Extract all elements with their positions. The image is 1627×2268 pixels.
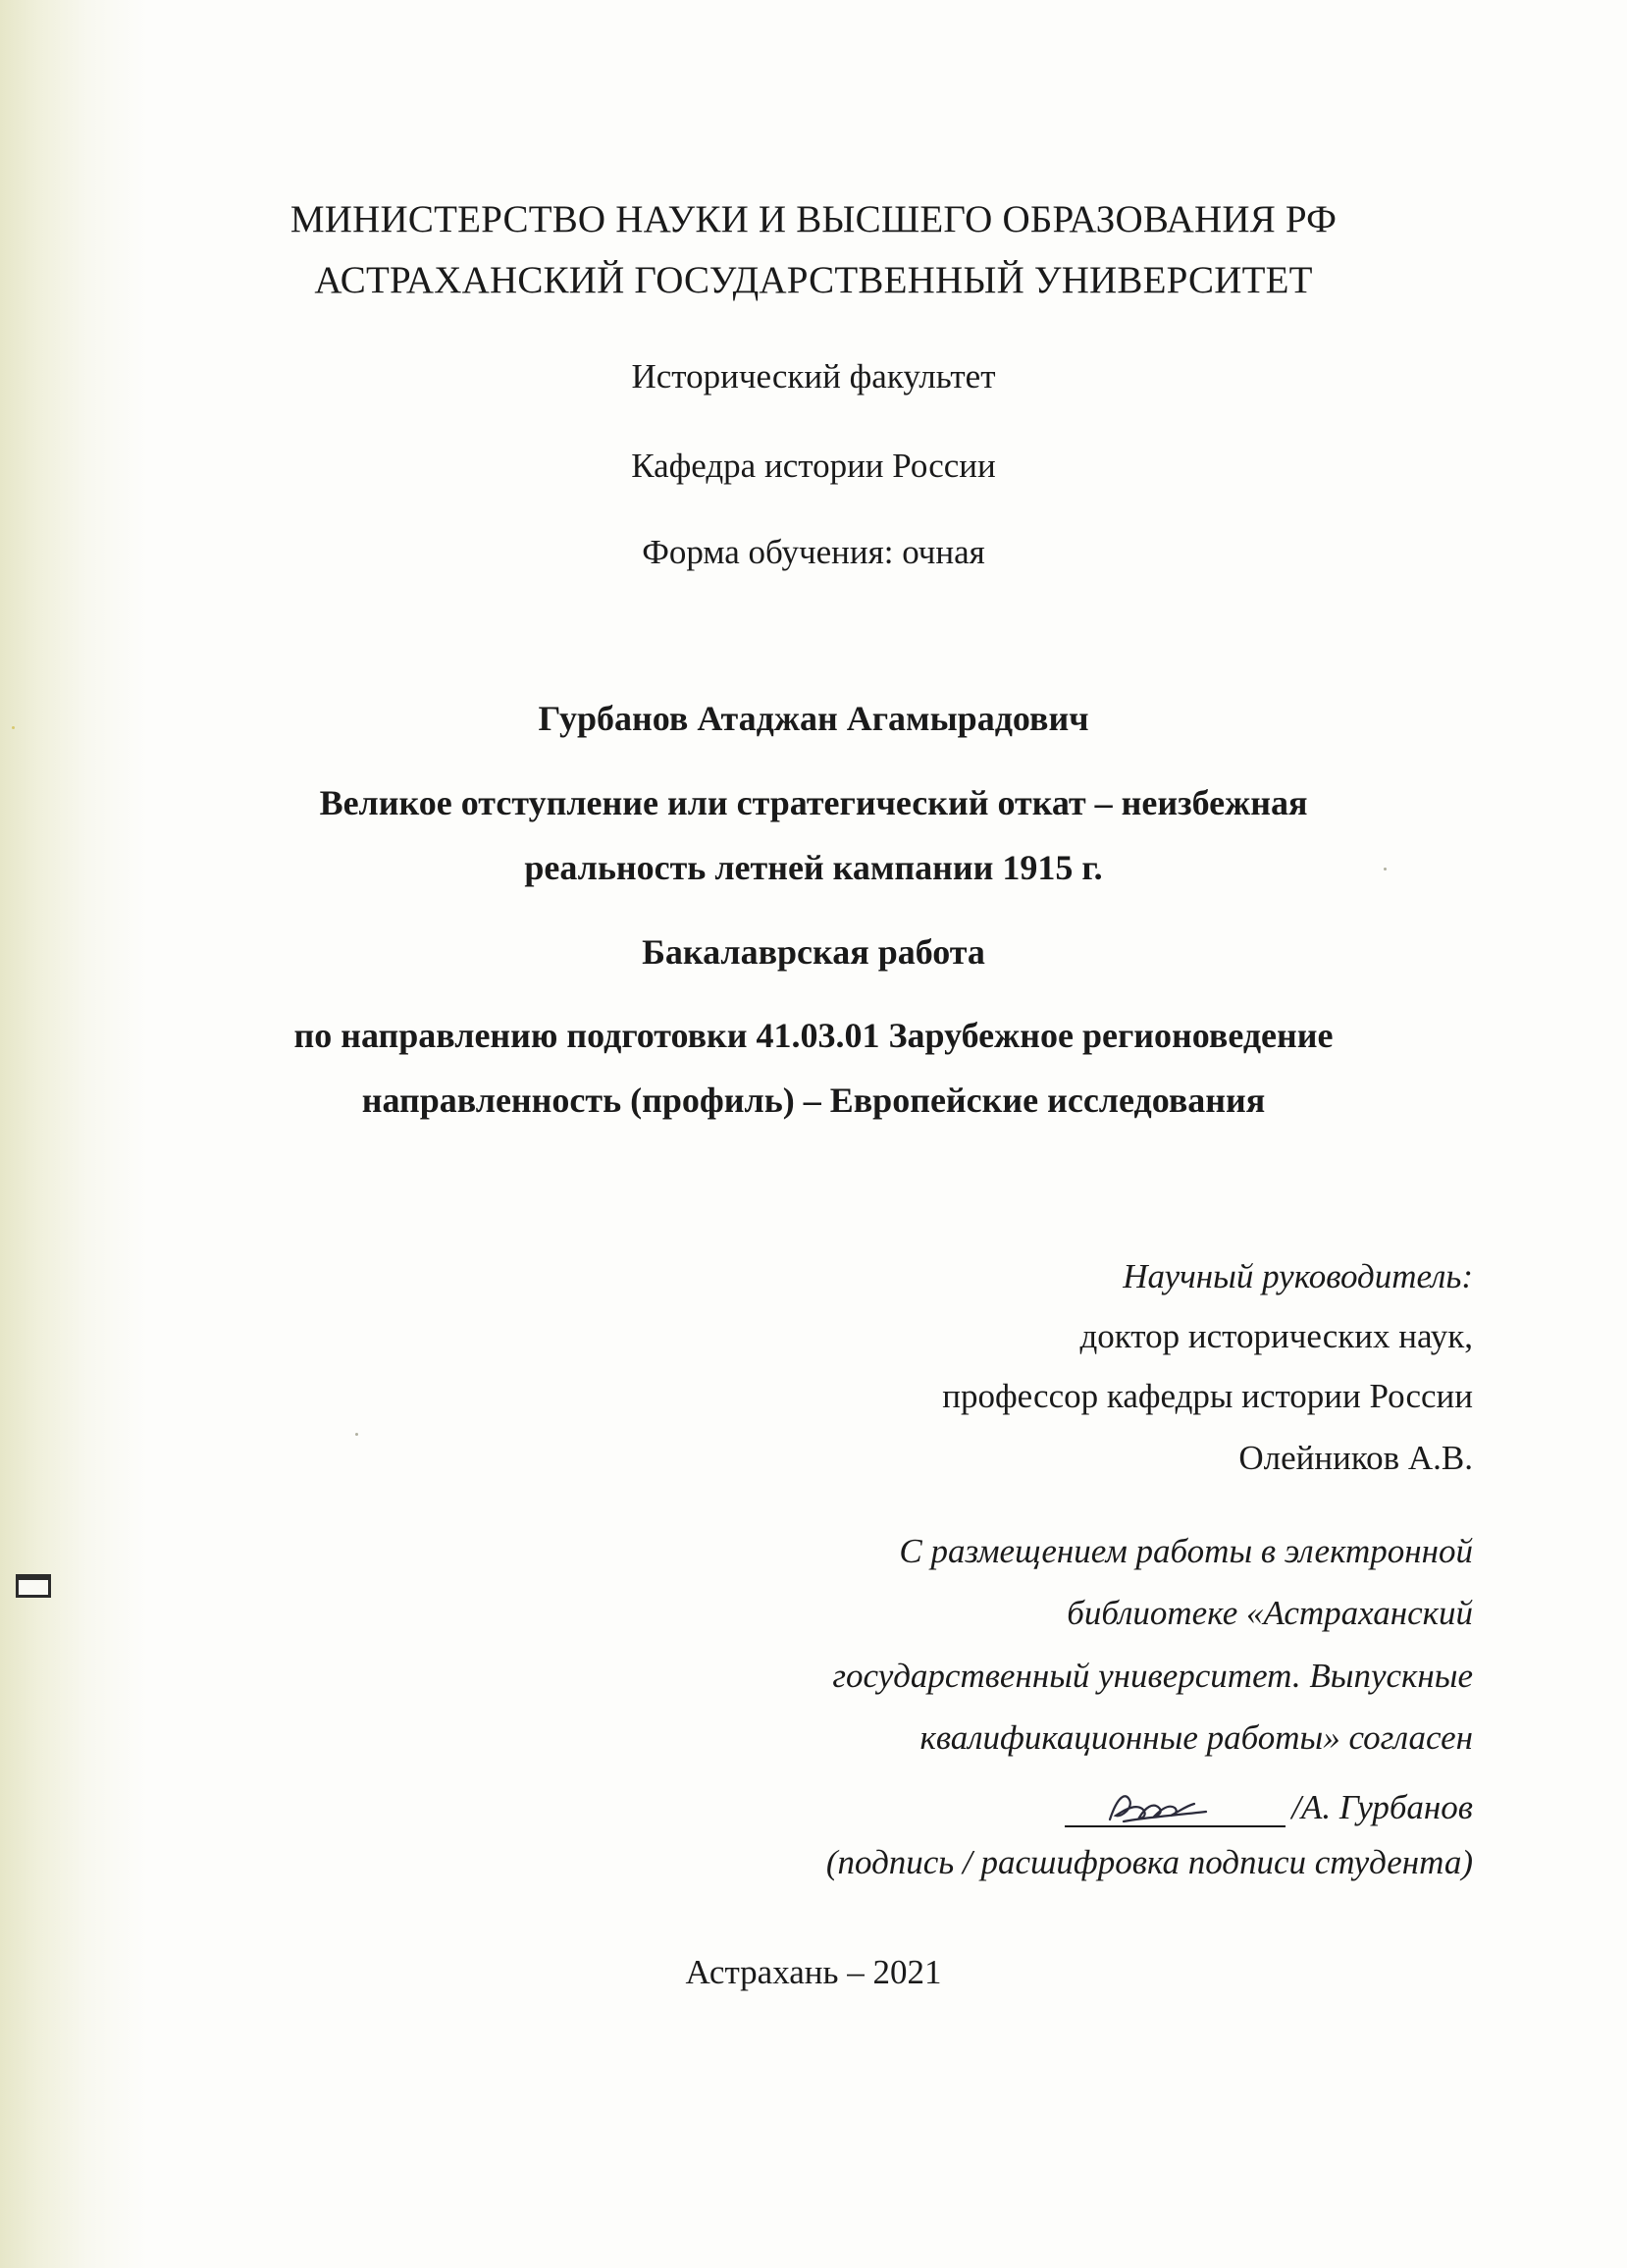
scan-artifact-box [16, 1574, 51, 1598]
author-name: Гурбанов Атаджан Агамырадович [538, 699, 1089, 738]
scan-speck [1384, 868, 1387, 870]
scan-speck [355, 1433, 358, 1436]
faculty-label: Исторический факультет [631, 357, 996, 396]
consent-line3: государственный университет. Выпускные [832, 1657, 1473, 1695]
supervisor-degree: доктор исторических наук, [1079, 1317, 1473, 1355]
scan-speck [12, 726, 15, 729]
scan-edge-shadow [0, 0, 147, 2268]
direction-line2: направленность (профиль) – Европейские исследования [361, 1081, 1266, 1120]
work-title-line1: Великое отступление или стратегический откат – неизбежная [319, 783, 1308, 822]
handwritten-signature-icon [1104, 1786, 1212, 1829]
department-label: Кафедра истории России [631, 447, 996, 485]
supervisor-position: профессор кафедры истории России [942, 1377, 1473, 1415]
ministry-heading: МИНИСТЕРСТВО НАУКИ И ВЫСШЕГО ОБРАЗОВАНИЯ РФ [289, 198, 1338, 240]
direction-line1: по направлению подготовки 41.03.01 Зарубежное регионоведение [293, 1016, 1334, 1055]
consent-line4: квалификационные работы» согласен [919, 1718, 1473, 1757]
supervisor-label: Научный руководитель: [1123, 1257, 1473, 1295]
consent-line1: С размещением работы в электронной [899, 1532, 1473, 1570]
signature-caption: (подпись / расшифровка подписи студента) [825, 1843, 1473, 1881]
study-form-label: Форма обучения: очная [642, 533, 985, 571]
work-type: Бакалаврская работа [642, 932, 985, 972]
university-heading: АСТРАХАНСКИЙ ГОСУДАРСТВЕННЫЙ УНИВЕРСИТЕТ [314, 259, 1313, 301]
signer-name: /А. Гурбанов [1291, 1788, 1473, 1826]
signature-row [1065, 1778, 1473, 1827]
signature-line [1065, 1786, 1286, 1827]
work-title-line2: реальность летней кампании 1915 г. [524, 848, 1103, 887]
consent-line2: библиотеке «Астраханский [1067, 1594, 1473, 1632]
city-year: Астрахань – 2021 [685, 1953, 942, 1991]
supervisor-name: Олейников А.В. [1238, 1439, 1473, 1477]
